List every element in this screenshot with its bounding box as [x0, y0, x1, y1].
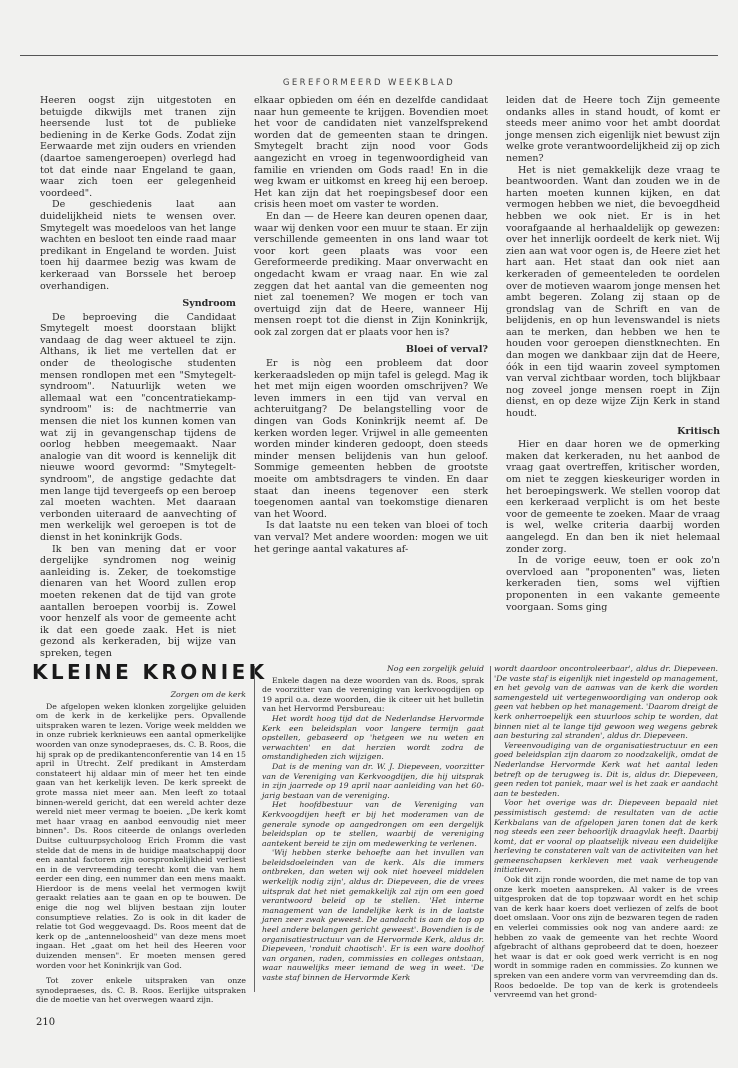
section-heading-syndroom: Syndroom — [182, 298, 236, 310]
kroniek-column-3 — [494, 664, 718, 1000]
quote-paragraph: Het hoofdbestuur van de Vereniging van Kerkvoogdijen heeft er bij het moderamen van de generale synode op aangedrongen om een dergelijk beleidsplan op te stellen, waarbij de vereniging aantekent bereid te zijn om medewerking te verlenen. — [262, 800, 484, 848]
column-rule — [254, 666, 255, 992]
paragraph: De geschiedenis laat aan duidelijkheid niets te wensen over. Smytegelt was moedeloos van het lange wachten en besloot ten einde raad maar predikant in Engeland te worden. Juist toen hij daarmee bezig was kwam de kerkeraad van Borssele het beroep overhandigen. — [40, 199, 236, 292]
quote-paragraph: Dat is de mening van dr. W. J. Diepeveen, voorzitter van de Vereniging van Kerkvoogdijen, die hij uitsprak in zijn jaarrede op 19 april naar aanleiding van het 60-jarig bestaan van de vereniging. — [262, 761, 484, 800]
article-column-3 — [506, 95, 720, 655]
paragraph: Is dat laatste nu een teken van bloei of toch van verval? Met andere woorden: mogen we uit het geringe aantal vakatures af- — [254, 520, 488, 555]
top-rule — [20, 55, 718, 56]
article-column-2 — [254, 95, 488, 655]
paragraph: Tot zover enkele uitspraken van onze synodepraeses, ds. C. B. Roos. Eerlijke uitspraken die de moetie van het overwegen waard zijn. — [36, 976, 246, 1005]
masthead: GEREFORMEERD WEEKBLAD — [282, 78, 456, 88]
kroniek-column-1 — [36, 690, 246, 1005]
quote-paragraph: wordt daardoor oncontroleerbaar', aldus dr. Diepeveen. 'De vaste staf is eigenlijk niet ingesteld op management, en het gevolg van de aanwas van de kerk die worden samengesteld uit vertegenwoordiging van onderop ook geen vat hebben op het management. 'Daarom dreigt de kerk onherroepelijk een stuurloos schip te worden, dat binnen niet al te lange tijd gewoon weg wegens gebrek aan besturing zal stranden', aldus dr. Diepeveen. — [494, 664, 718, 741]
paragraph: Ik ben van mening dat er voor dergelijke syndromen nog weinig aanleiding is. Zeker, de toekomstige dienaren van het Woord zullen erop moeten rekenen dat de tijd van grote aantallen beroepen voorbij is. Zowel voor henzelf als voor de gemeente acht ik dat een goede zaak. Het is niet gezond als kerkeraden, bij wijze van spreken, tegen — [40, 543, 236, 659]
section-heading-kritisch: Kritisch — [677, 425, 720, 437]
section-heading-bloei-of-verval: Bloei of verval? — [405, 344, 488, 356]
paragraph: Hier en daar horen we de opmerking maken dat kerkeraden, nu het aanbod de vraag gaat overtreffen, kritischer worden, om niet te zeggen kieskeuriger worden in het beroepingswerk. We stellen voorop dat een kerkeraad verplicht is om het beste voor de gemeente te zoeken. Maar de vraag is wel, welke criteria daarbij worden aangelegd. En dan ben ik niet helemaal zonder zorg. — [506, 439, 720, 555]
paragraph: Enkele dagen na deze woorden van ds. Roos, sprak de voorzitter van de vereniging van kerkvoogdijen op 19 april o.a. deze woorden, die ik citeer uit het bulletin van het Hervormd Persbureau: — [262, 675, 484, 714]
page-number: 210 — [36, 1017, 56, 1028]
paragraph: Het is niet gemakkelijk deze vraag te beantwoorden. Want dan zouden we in de harten moeten kunnen kijken, en dat vermogen hebben we niet, die bevoegdheid hebben we ook niet. Er is in het voorafgaande al herhaaldelijk op gewezen: over het innerlijk oordeelt de kerk niet. Wij zien aan wat voor ogen is, de Heere ziet het hart aan. Het staat dan ook niet aan kerkeraden of gemeenteleden te oordelen over de motieven waarom jonge mensen het ambt begeren. Zolang zij staan op de grondslag van de Schrift en van de belijdenis, en op hun levenswandel is niets aan te merken, dan hebben we hen te houden voor geroepen dienstknechten. En dan mogen we dankbaar zijn dat de Heere, óók in een tijd waarin zoveel symptomen van verval zichtbaar worden, toch blijkbaar nog zoveel jonge mensen roept in Zijn dienst, en op deze wijze Zijn Kerk in stand houdt. — [506, 164, 720, 420]
paragraph: De afgelopen weken klonken zorgelijke geluiden om de kerk in de kerkelijke pers. Opvallende uitspraken waren te lezen. Vorige week meldden we in onze rubriek kerknieuws een aantal opmerkelijke woorden van onze synodepraeses, ds. C. B. Roos, die hij sprak op de predikantenconferentie van 14 en 15 april in Utrecht. Zelf predikant in Amsterdam constateert hij aldaar min of meer het ten einde gaan van het kerkelijk leven. De kerk spreekt de grote massa niet meer aan. Men leeft zo totaal binnen-wereld gericht, dat een wereld achter deze wereld niet meer vermag te boeien. „De kerk komt met haar vraag en aanbod eenvoudig niet meer binnen". Ds. Roos citeerde de onlangs overleden Duitse cultuurpsycholoog Erich Fromm die vast stelde dat de mens in de huidige maatschappij door een aantal factoren zijn oorspronkelijkheid verliest en in de vervreemding terecht komt die van hem eerder een ding, een nummer dan een mens maakt. Hierdoor is de mens veelal het vermogen kwijt geraakt relaties aan te gaan en op te bouwen. De enige die nog wel blijven bestaan zijn louter consumptieve relaties. Zo is ook in dit kader de relatie tot God weggevaagd. Ds. Roos meent dat de kerk op de „antenneloosheid" van deze mens moet ingaan. Het „gaat om het heil des Heeren voor duizenden mensen". Er moeten mensen gered worden voor het Koninkrijk van God. — [36, 701, 246, 970]
paragraph: En dan — de Heere kan deuren openen daar, waar wij denken voor een muur te staan. Er zijn verschillende gemeenten in ons land waar tot voor kort geen plaats was voor een Gereformeerde prediking. Maar onverwacht en ongedacht kwam er vraag naar. En wie zal zeggen dat het aantal van die gemeenten nog niet zal toenemen? We mogen er toch van overtuigd zijn dat de Heere, wanneer Hij mensen roept tot die dienst in Zijn Koninkrijk, ook zal zorgen dat er plaats voor hen is? — [254, 210, 488, 338]
article-column-1 — [40, 95, 236, 659]
quote-paragraph: Vereenvoudiging van de organisatiestructuur en een goed beleidsplan zijn daarom zo noodzakelijk, omdat de Nederlandse Hervormde Kerk wat het aantal leden betreft op de terugweg is. Dit is, aldus dr. Diepeveen, geen reden tot paniek, maar wel is het zaak er aandacht aan te besteden. — [494, 740, 718, 798]
quote-paragraph: Het wordt hoog tijd dat de Nederlandse Hervormde Kerk een beleidsplan voor langere termijn gaat opstellen, gebaseerd op 'hetgeen we nu weten en verwachten' en dat herzien wordt zodra de omstandigheden zich wijzigen. — [262, 713, 484, 762]
quote-paragraph: Voor het overige was dr. Diepeveen bepaald niet pessimistisch gestemd: de resultaten van de actie Kerkbalans van de afgelopen jaren tonen dat de kerk nog steeds een zeer behoorlijk draagvlak heeft. Daarbij komt, dat er vooral op plaatselijk niveau een duidelijke herleving te constateren valt van de activiteiten van het gemeenschapsen kerkleven met vaak verheugende initiatieven. — [494, 798, 718, 875]
paragraph: In de vorige eeuw, toen er ook zo'n overvloed aan "proponenten" was, lieten kerkeraden tien, soms wel vijftien proponenten in een vakante gemeente voorgaan. Soms ging — [506, 555, 720, 613]
subheading: Nog een zorgelijk geluid — [386, 664, 484, 673]
paragraph: Heeren oogst zijn uitgestoten en betuigde dikwijls met tranen zijn heersende lust tot de publieke bediening in de Kerke Gods. Zodat zijn Eerwaarde met zijn ouders en vrienden (daartoe samengeroepen) overlegd had tot dat einde naar Engeland te gaan, waar zich toen eer gelegenheid voordeed". — [40, 95, 236, 199]
paragraph: Er is nòg een probleem dat door kerkeraadsleden op mijn tafel is gelegd. Mag ik het met mijn eigen woorden omschrijven? We leven immers in een tijd van verval en achteruitgang? De belangstelling voor de dingen van Gods Koninkrijk neemt af. De kerken worden leger. Vrijwel in alle gemeenten worden minder kinderen gedoopt, doen steeds minder mensen belijdenis van hun geloof. Sommige gemeenten hebben de grootste moeite om ambtsdragers te vinden. En daar staat dan ineens tegenover een sterk toegenomen aantal van toekomstige dienaren van het Woord. — [254, 358, 488, 520]
quote-paragraph: 'Wij hebben sterke behoefte aan het invullen van beleidsdoeleinden van de kerk. Als die immers ontbreken, dan weten wij ook niet hoeveel middelen werkelijk nodig zijn', aldus dr. Diepeveen, die de vrees uitsprak dat het niet gemakkelijk zal zijn om een goed verantwoord beleid op te stellen. 'Het interne management van de landelijke kerk is in de laatste jaren zeer zwak geweest. De aandacht is aan de top op heel andere belangen gericht geweest'. Bovendien is de organisatiestructuur van de Hervormde Kerk, aldus dr. Diepeveen, 'ronduit chaotisch'. Er is een ware doolhof van organen, raden, commissies en colleges ontstaan, waar nauwelijks meer iemand de weg in weet. 'De vaste staf binnen de Hervormde Kerk — [262, 848, 484, 982]
kroniek-column-2 — [262, 664, 484, 994]
paragraph: leiden dat de Heere toch Zijn gemeente ondanks alles in stand houdt, of komt er steeds meer animo voor het ambt doordat jonge mensen zich eigenlijk niet bewust zijn welke grote verantwoordelijkheid zij op zich nemen? — [506, 95, 720, 164]
kleine-kroniek-title: KLEINE KRONIEK — [32, 660, 268, 684]
paragraph: Ook dit zijn ronde woorden, die met name de top van onze kerk moeten aanspreken. Al vaker is de vrees uitgesproken dat de top topzwaar wordt en het schip van de kerk haar koers doet verliezen of zelfs de boot doet omslaan. Voor ons zijn de bezwaren tegen de raden en velerlei commissies ook nog van andere aard: ze hebben zo vaak de gemeente van het rechte Woord afgebracht of althans geprobeerd dat te doen, hoezeer het waar is dat er ook goed werk verricht is en nog wordt in sommige raden en commissies. Zo kunnen we spreken van een andere vorm van vervreemding dan ds. Roos bedoelde. De top van de kerk is grotendeels vervreemd van het grond- — [494, 875, 718, 1000]
column-rule — [490, 666, 491, 992]
paragraph: De beproeving die Candidaat Smytegelt moest doorstaan blijkt vandaag de dag weer aktueel te zijn. Althans, ik liet me vertellen dat er onder de theologische studenten mensen rondlopen met een "Smytegelt-syndroom". Natuurlijk weten we allemaal wat een "concentratiekamp-syndroom" is: de nachtmerrie van mensen die niet los kunnen komen van wat zij in gevangenschap tijdens de oorlog hebben meegemaakt. Naar analogie van dit woord is kennelijk dit nieuwe woord gevormd: "Smytegelt-syndroom", de angstige gedachte dat men lange tijd tevergeefs op een beroep zal moeten wachten. Met daaraan verbonden uiteraard de aanvechting of men werkelijk wel geroepen is tot de dienst in het koninkrijk Gods. — [40, 311, 236, 543]
paragraph: elkaar opbieden om één en dezelfde candidaat naar hun gemeente te krijgen. Bovendien moet het voor de candidaten niet vanzelfsprekend worden dat de gemeenten staan te dringen. Smytegelt bracht zijn nood voor Gods aangezicht en vroeg in tegenwoordigheid van familie en vrienden om Gods raad! En in die weg kwam er uitkomst en kreeg hij een beroep. Het kan zijn dat het roepingsbesef door een crisis heen moet om vaster te worden. — [254, 95, 488, 211]
subheading: Zorgen om de kerk — [170, 690, 246, 699]
